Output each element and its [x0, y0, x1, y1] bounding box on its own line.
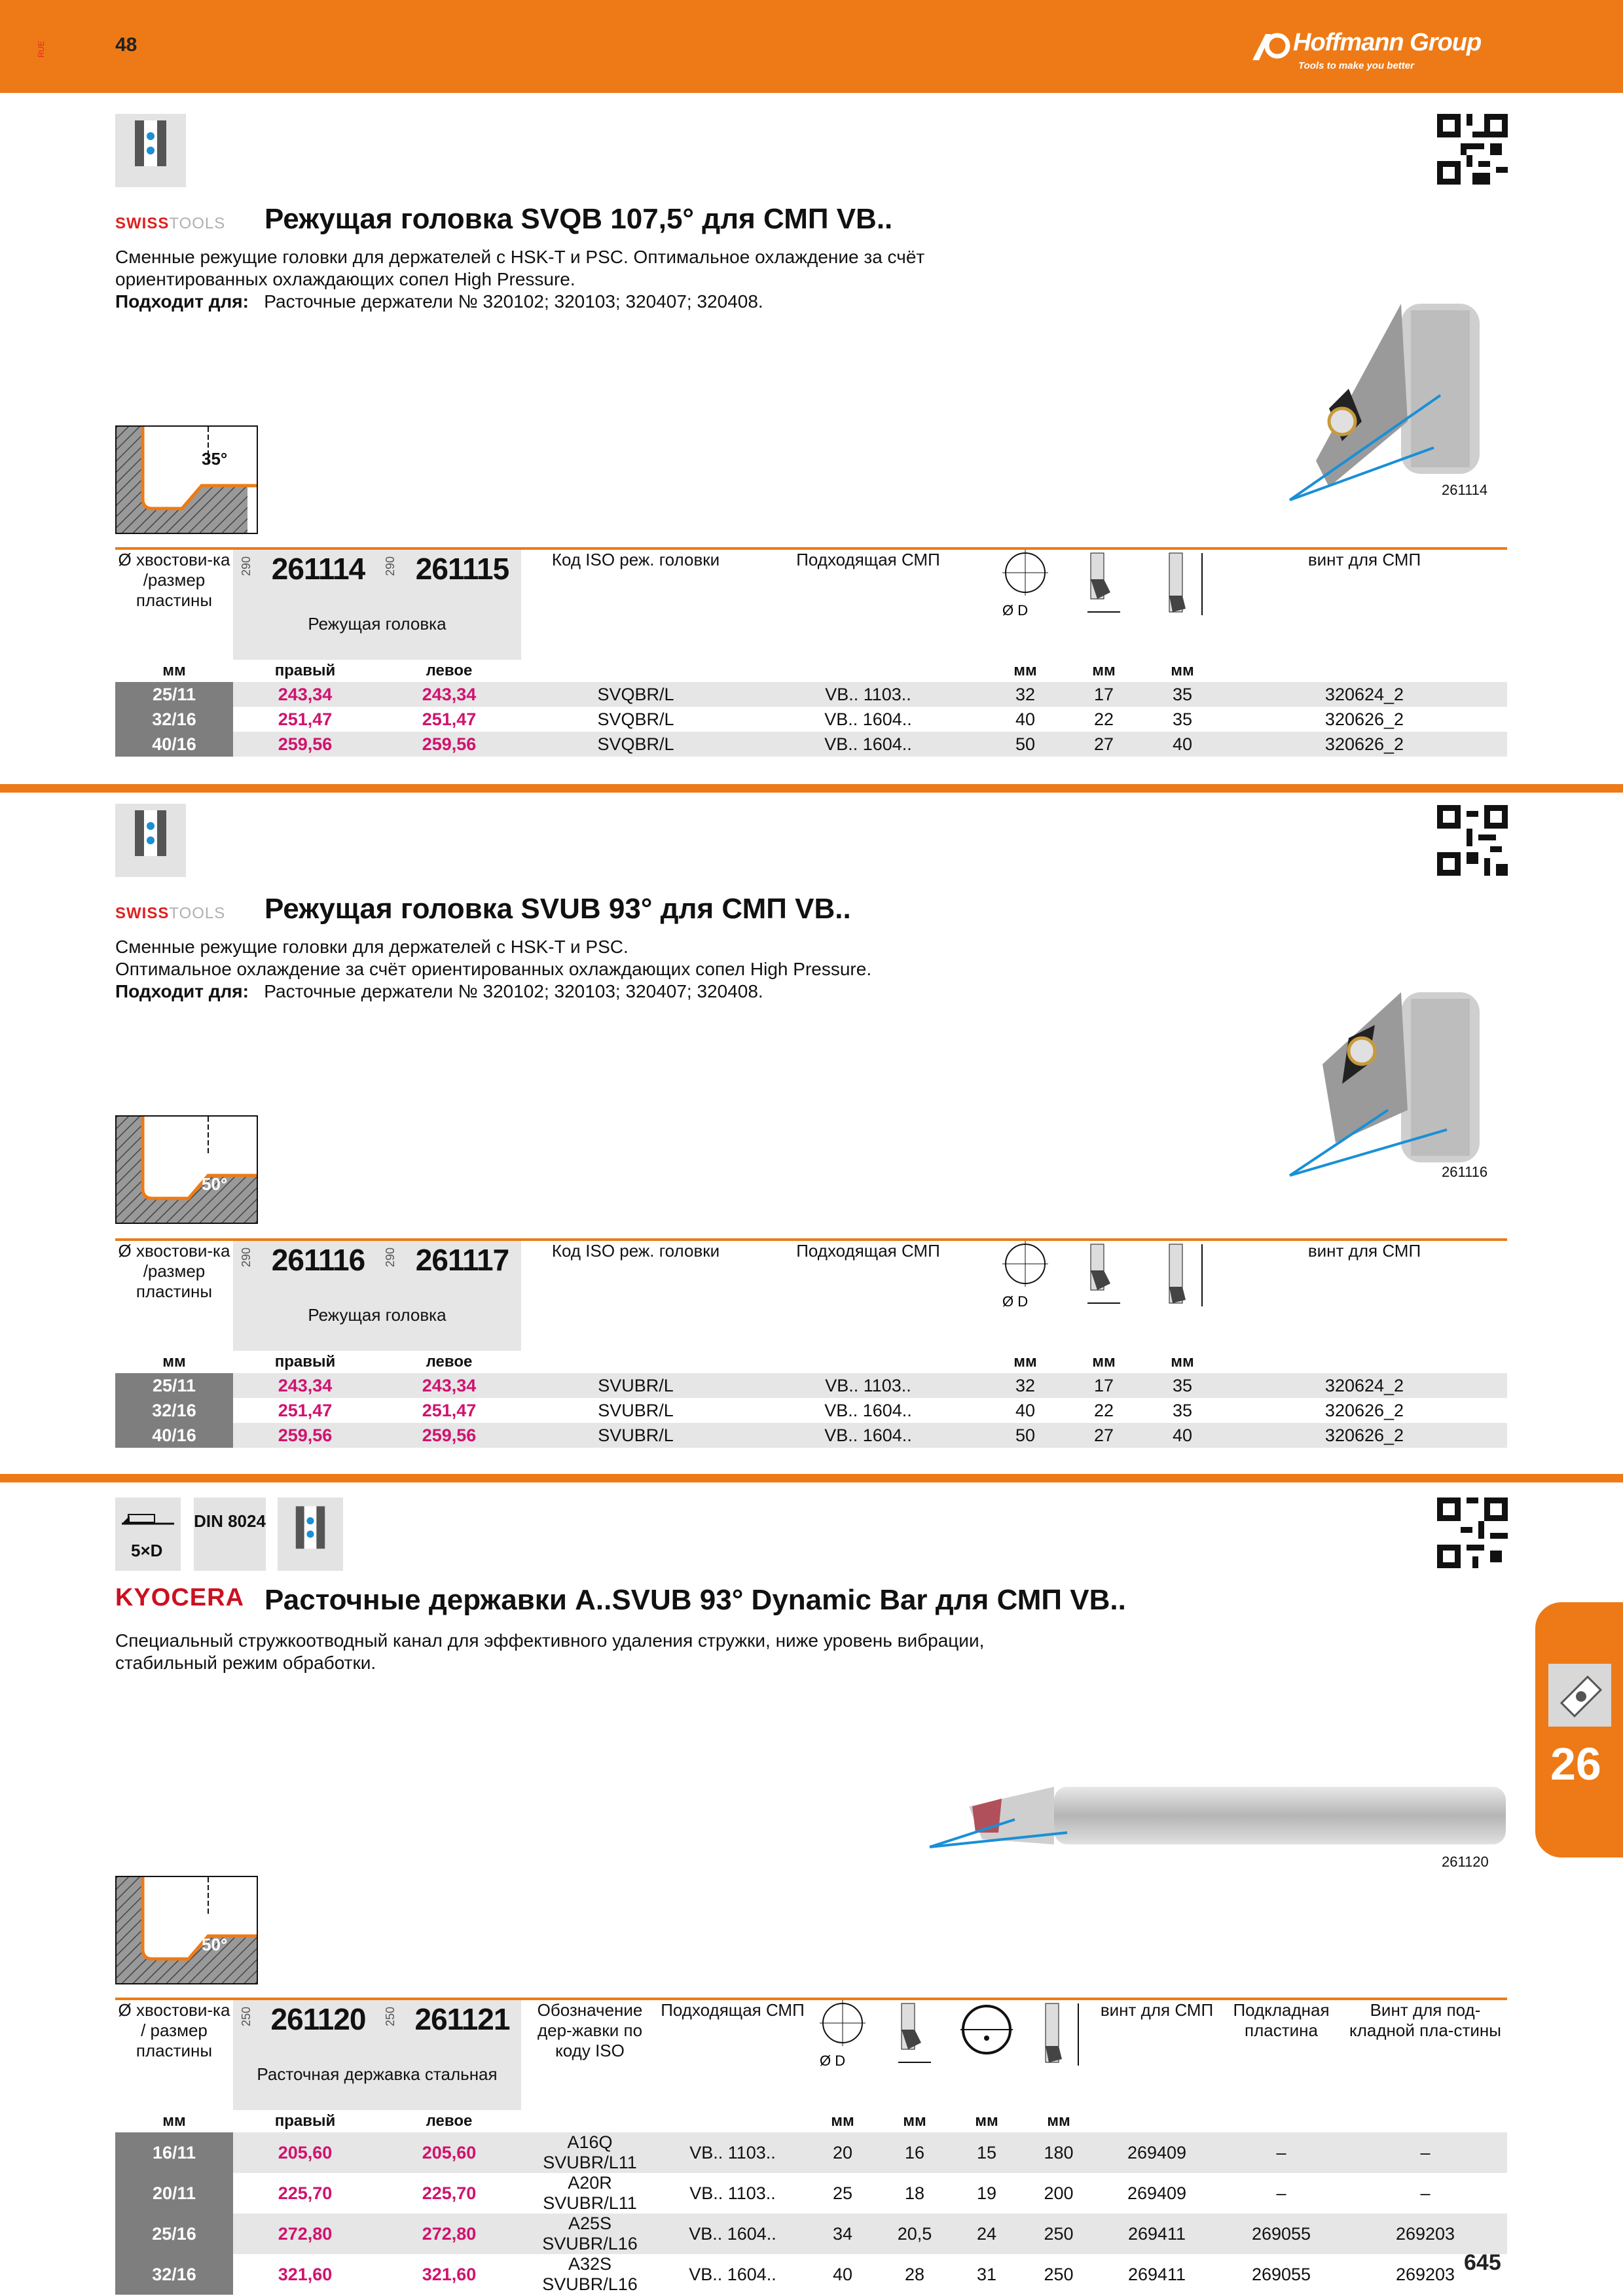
svg-text:Ø D: Ø D: [820, 2053, 846, 2069]
svg-text:Ø D: Ø D: [1002, 1293, 1029, 1310]
table-row: 25/16 272,80 272,80 A25S SVUBR/L16 VB.. 1604.. 34 20,5 24 250 269411 269055 269203: [115, 2214, 1507, 2254]
swisstools-logo: SWISSTOOLS: [115, 905, 226, 922]
brand-name: Hoffmann Group: [1293, 29, 1482, 56]
group-label: Расточная державка стальная: [233, 2038, 521, 2110]
qr-code-icon: [1437, 805, 1508, 876]
col-dim-header: Ø хвостови-ка / размер пластины: [118, 2000, 230, 2060]
kyocera-logo: KYOCERA: [115, 1584, 245, 1611]
col-insert-header: Подходящая СМП: [796, 1241, 940, 1261]
coolant-icon: [115, 114, 186, 187]
col-dim-header: Ø хвостови-ка /размер пластины: [118, 1241, 230, 1301]
col-shim-header: Подкладная пластина: [1233, 2000, 1330, 2040]
diameter-icon: [951, 1999, 1023, 2110]
overall-length-icon: [1023, 1999, 1095, 2110]
table-row: 32/16 251,47 251,47 SVUBR/L VB.. 1604.. 40 22 35 320626_2: [115, 1398, 1507, 1423]
brand-tagline: Tools to make you better: [1298, 60, 1414, 71]
dmin-icon: [986, 1240, 1065, 1351]
dmin-icon: [986, 548, 1065, 660]
col-dim-header: Ø хвостови-ка /размер пластины: [118, 550, 230, 610]
image-part-number: 261120: [1442, 1854, 1489, 1870]
length-icon: [1065, 1240, 1143, 1351]
image-part-number: 261116: [1442, 1164, 1488, 1180]
article-number-left: 261115: [403, 548, 521, 588]
machining-diagram: [115, 425, 258, 534]
machining-diagram: [115, 1876, 258, 1984]
article-number-right: 261114: [259, 548, 377, 588]
coolant-icon: [278, 1498, 343, 1571]
table-row: 40/16 259,56 259,56 SVQBR/L VB.. 1604.. 50 27 40 320626_2: [115, 732, 1507, 757]
table-row: 25/11 243,34 243,34 SVUBR/L VB.. 1103.. 32 17 35 320624_2: [115, 1373, 1507, 1398]
section-description: Специальный стружкоотводный канал для эффективного удаления стружки, ниже уровень вибрации, стабильный режим обработки.: [115, 1630, 985, 1673]
brand-logo: [1247, 24, 1509, 76]
length-icon: [879, 1999, 951, 2110]
section-description: Сменные режущие головки для держателей с HSK-T и PSC. Оптимальное охлаждение за счёт ориентированных охлаждающих сопел High Pressure. Подходит для: Расточные держатели № 320102; 320103; 320407; 320408.: [115, 937, 872, 1001]
cutting-angle: 35°: [202, 449, 228, 469]
table-row: 20/11 225,70 225,70 A20R SVUBR/L11 VB.. 1103.. 25 18 19 200 269409 – –: [115, 2173, 1507, 2214]
image-part-number: 261114: [1442, 482, 1488, 498]
cutting-angle: 50°: [202, 1174, 228, 1194]
table-row: 32/16 321,60 321,60 A32S SVUBR/L16 VB.. 1604.. 40 28 31 250 269411 269055 269203: [115, 2254, 1507, 2295]
spec-table: Ø хвостови-ка / размер пластины 250 261120 250 261121 Обозначение дер-жавки по коду ISO Подходящая СМП Ø D винт для СМП Подкладная пластина Винт для под-кладной пла-стины Расточная державка стальная мм правый левое мм мм мм мм 16/11 205,60 205,60 A16Q SVUBR/L11 VB.. 1103.. 20 16 15 180 269409 – – 20/11 225,70 225,70 A20R SVUBR/L11 VB.. 1103.. 25 18 19 200 269409 – – 25/16 272,80 272,80 A25S SVUBR/L16 VB.. 1604.. 34 20,5 24 250 269411 269055 269203 32/16 321,60 321,60 A32S SVUBR/L16 VB.. 1604.. 40 28 31 250 269411 269055 269203: [115, 1998, 1507, 2295]
page-index: 48: [115, 34, 137, 56]
group-label: Режущая головка: [233, 1279, 521, 1351]
section-description: Сменные режущие головки для держателей с HSK-T и PSC. Оптимальное охлаждение за счёт ориентированных охлаждающих сопел High Pressure. Подходит для: Расточные держатели № 320102; 320103; 320407; 320408.: [115, 247, 925, 312]
group-label: Режущая головка: [233, 588, 521, 660]
section-divider: [0, 784, 1623, 793]
col-insert-header: Подходящая СМП: [661, 2000, 805, 2020]
din-8024-badge: DIN 8024: [194, 1498, 266, 1571]
table-row: 16/11 205,60 205,60 A16Q SVUBR/L11 VB.. 1103.. 20 16 15 180 269409 – –: [115, 2132, 1507, 2173]
col-shimscrew-header: Винт для под-кладной пла-стины: [1349, 2000, 1501, 2040]
turning-insert-icon: [1548, 1664, 1611, 1727]
cutting-angle: 50°: [202, 1935, 228, 1954]
product-image: [1277, 291, 1493, 513]
col-iso-header: Код ISO реж. головки: [551, 1241, 720, 1261]
col-iso-header: Обозначение дер-жавки по коду ISO: [537, 2000, 643, 2060]
height-icon: [1143, 1240, 1222, 1351]
chapter-tab[interactable]: [1535, 1602, 1623, 1857]
section-divider: [0, 1474, 1623, 1482]
col-screw-header: винт для СМП: [1100, 2000, 1214, 2020]
language-code: RUE: [37, 41, 46, 58]
section-title: Режущая головка SVUB 93° для СМП VB..: [264, 893, 851, 925]
qr-code-icon: [1437, 1498, 1508, 1568]
spec-table: Ø хвостови-ка /размер пластины 290 261116 290 261117 Код ISO реж. головки Подходящая СМП Ø D винт для СМП Режущая головка мм правый левое мм мм мм 25/11 243,34 243,34 SVUBR/L VB.. 1103.. 32 17 35 320624_2 32/16 251,47 251,47 SVUBR/L VB.. 1604.. 40 22 35 320626_2 40/16 259,56 259,56 SVUBR/L VB.. 1604.. 50 27 40 320626_2: [115, 1238, 1507, 1448]
swisstools-logo: SWISSTOOLS: [115, 215, 226, 232]
deep-boring-5xd-icon: 5×D: [115, 1498, 181, 1571]
page-number: 645: [1464, 2250, 1501, 2275]
product-image: [923, 1767, 1512, 1859]
svg-text:Ø D: Ø D: [1002, 602, 1029, 619]
col-screw-header: винт для СМП: [1307, 1241, 1421, 1261]
col-screw-header: винт для СМП: [1307, 550, 1421, 569]
spec-table: Ø хвостови-ка /размер пластины 290 261114 290 261115 Код ISO реж. головки Подходящая СМП Ø D винт для СМП Режущая головка мм правый левое мм мм мм 25/11 243,34 243,34 SVQBR/L VB.. 1103.. 32 17 35 320624_2 32/16 251,47 251,47 SVQBR/L VB.. 1604.. 40 22 35 320626_2 40/16 259,56 259,56 SVQBR/L VB.. 1604.. 50 27 40 320626_2: [115, 547, 1507, 757]
machining-diagram: [115, 1115, 258, 1224]
table-row: 32/16 251,47 251,47 SVQBR/L VB.. 1604.. 40 22 35 320626_2: [115, 707, 1507, 732]
col-iso-header: Код ISO реж. головки: [551, 550, 720, 569]
article-number-right: 261120: [259, 1999, 377, 2038]
section-title: Расточные державки A..SVUB 93° Dynamic Bar для СМП VB..: [264, 1584, 1126, 1616]
hoffmann-logo-icon: [1247, 30, 1293, 63]
length-icon: [1065, 548, 1143, 660]
article-number-left: 261117: [403, 1240, 521, 1279]
chapter-number: 26: [1550, 1738, 1601, 1789]
table-row: 25/11 243,34 243,34 SVQBR/L VB.. 1103.. 32 17 35 320624_2: [115, 682, 1507, 707]
qr-code-icon: [1437, 114, 1508, 185]
section-title: Режущая головка SVQB 107,5° для СМП VB..: [264, 203, 893, 235]
article-number-left: 261121: [403, 1999, 521, 2038]
table-row: 40/16 259,56 259,56 SVUBR/L VB.. 1604.. 50 27 40 320626_2: [115, 1423, 1507, 1448]
height-icon: [1143, 548, 1222, 660]
col-insert-header: Подходящая СМП: [796, 550, 940, 569]
coolant-icon: [115, 804, 186, 877]
dmin-icon: [807, 1999, 879, 2110]
article-number-right: 261116: [259, 1240, 377, 1279]
